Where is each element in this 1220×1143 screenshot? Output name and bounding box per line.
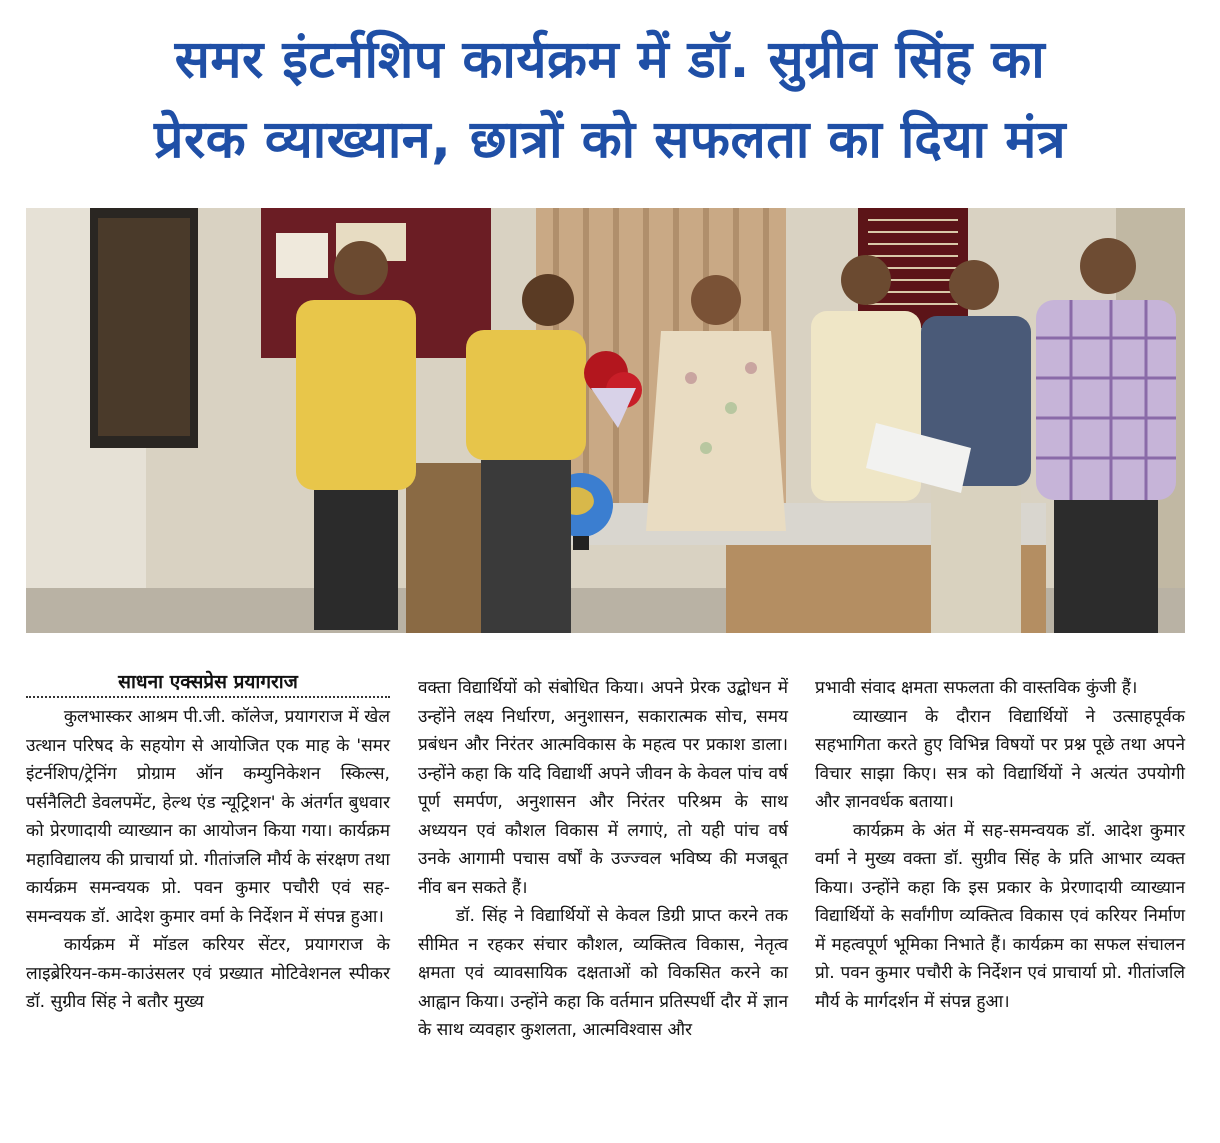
headline-line-2: प्रेरक व्याख्यान, छात्रों को सफलता का दिया मंत्र (153, 110, 1067, 170)
byline-divider (26, 696, 390, 698)
paragraph: कार्यक्रम में मॉडल करियर सेंटर, प्रयागराज के लाइब्रेरियन-कम-काउंसलर एवं प्रख्यात मोटिवेशनल स्पीकर डॉ. सुग्रीव सिंह ने बतौर मुख्य (26, 935, 390, 1012)
paragraph: व्याख्यान के दौरान विद्यार्थियों ने उत्साहपूर्वक सहभागिता करते हुए विभिन्न विषयों पर प्रश्न पूछे तथा अपने विचार साझा किए। सत्र को विद्यार्थियों ने अत्यंत उपयोगी और ज्ञानवर्धक बताया। (815, 706, 1185, 812)
article-column-1 (26, 703, 390, 1017)
headline (0, 20, 1220, 180)
headline-line-1: समर इंटर्नशिप कार्यक्रम में डॉ. सुग्रीव सिंह का (174, 30, 1046, 90)
paragraph: वक्ता विद्यार्थियों को संबोधित किया। अपने प्रेरक उद्बोधन में उन्होंने लक्ष्य निर्धारण, अनुशासन, सकारात्मक सोच, समय प्रबंधन और निरंतर आत्मविकास के महत्व पर प्रकाश डाला। उन्होंने कहा कि यदि विद्यार्थी अपने जीवन के केवल पांच वर्ष पूर्ण समर्पण, अनुशासन और निरंतर परिश्रम के साथ अध्ययन एवं कौशल विकास में लगाएं, तो यही पांच वर्ष उनके आगामी पचास वर्षों के उज्ज्वल भविष्य की मजबूत नींव बन सकते हैं। (418, 678, 788, 898)
paragraph: कुलभास्कर आश्रम पी.जी. कॉलेज, प्रयागराज में खेल उत्थान परिषद के सहयोग से आयोजित एक माह के 'समर इंटर्नशिप/ट्रेनिंग प्रोग्राम ऑन कम्युनिकेशन स्किल्स, पर्सनैलिटी डेवलपमेंट, हेल्थ एंड न्यूट्रिशन' के अंतर्गत बुधवार को प्रेरणादायी व्याख्यान का आयोजन किया गया। कार्यक्रम महाविद्यालय की प्राचार्या प्रो. गीतांजलि मौर्य के संरक्षण तथा कार्यक्रम समन्वयक प्रो. पवन कुमार पचौरी एवं सह-समन्वयक डॉ. आदेश कुमार वर्मा के निर्देशन में संपन्न हुआ। (26, 707, 390, 927)
byline: साधना एक्सप्रेस प्रयागराज (118, 671, 298, 693)
paragraph: डॉ. सिंह ने विद्यार्थियों से केवल डिग्री प्राप्त करने तक सीमित न रहकर संचार कौशल, व्यक्तित्व विकास, नेतृत्व क्षमता एवं व्यावसायिक दक्षताओं को विकसित करने का आह्वान किया। उन्होंने कहा कि वर्तमान प्रतिस्पर्धी दौर में ज्ञान के साथ व्यवहार कुशलता, आत्मविश्वास और (418, 906, 788, 1040)
paragraph: कार्यक्रम के अंत में सह-समन्वयक डॉ. आदेश कुमार वर्मा ने मुख्य वक्ता डॉ. सुग्रीव सिंह के प्रति आभार व्यक्त किया। उन्होंने कहा कि इस प्रकार के प्रेरणादायी व्याख्यान विद्यार्थियों के सर्वांगीण व्यक्तित्व विकास एवं करियर निर्माण में महत्वपूर्ण भूमिका निभाते हैं। कार्यक्रम का सफल संचालन प्रो. पवन कुमार पचौरी के निर्देशन एवं प्राचार्या प्रो. गीतांजलि मौर्य के मार्गदर्शन में संपन्न हुआ। (815, 820, 1185, 1012)
article-column-3 (815, 674, 1185, 1016)
article-column-2 (418, 674, 788, 1045)
paragraph: प्रभावी संवाद क्षमता सफलता की वास्तविक कुंजी हैं। (815, 678, 1138, 698)
news-photo (26, 208, 1185, 633)
photo-illustration (26, 208, 1185, 633)
